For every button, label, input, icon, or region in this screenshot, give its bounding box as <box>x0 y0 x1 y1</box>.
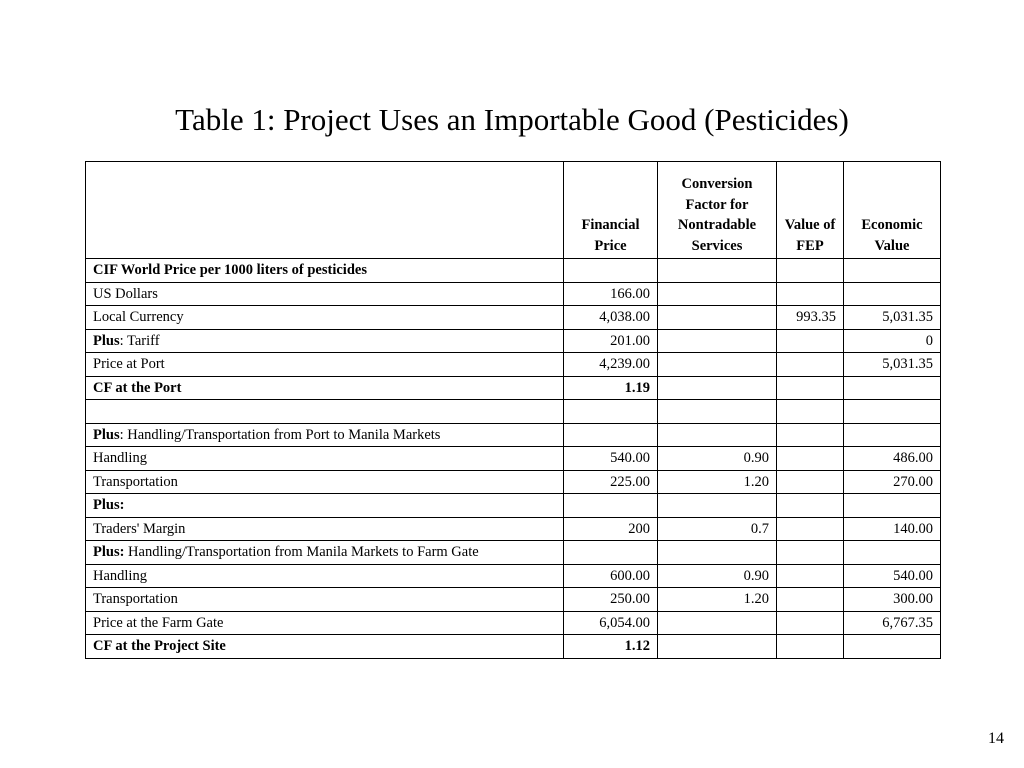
table-row <box>86 564 941 588</box>
financial-price-cell: 600.00 <box>564 564 658 588</box>
row-label-text: Traders' Margin <box>93 520 186 537</box>
financial-price-cell <box>564 423 658 447</box>
row-label <box>86 541 564 565</box>
financial-price-cell <box>564 541 658 565</box>
economic-value-cell: 540.00 <box>844 564 941 588</box>
row-label-text: Price at the Farm Gate <box>93 614 224 631</box>
financial-price-cell: 1.12 <box>564 635 658 659</box>
row-label <box>86 400 564 424</box>
financial-price-cell: 1.19 <box>564 376 658 400</box>
row-label-bold: CF at the Project Site <box>93 638 226 655</box>
value-of-fep-cell <box>777 635 844 659</box>
table-row <box>86 447 941 471</box>
row-label-text: Handling/Transportation from Manila Markets to Farm Gate <box>124 544 479 561</box>
table-row <box>86 494 941 518</box>
economic-value-cell <box>844 259 941 283</box>
row-label-bold: CIF World Price per 1000 liters of pesticides <box>93 262 367 279</box>
row-label-text: : Handling/Transportation from Port to Manila Markets <box>119 426 441 443</box>
economic-value-cell <box>844 494 941 518</box>
row-label <box>86 376 564 400</box>
row-label-text: Local Currency <box>93 309 184 326</box>
row-label-bold: Plus <box>93 332 120 349</box>
header-label <box>86 162 564 259</box>
financial-price-cell <box>564 259 658 283</box>
value-of-fep-cell <box>777 376 844 400</box>
row-label <box>86 517 564 541</box>
row-label <box>86 329 564 353</box>
table-row <box>86 611 941 635</box>
table-row <box>86 282 941 306</box>
value-of-fep-cell <box>777 400 844 424</box>
row-label <box>86 494 564 518</box>
table-row <box>86 423 941 447</box>
conversion-factor-cell: 1.20 <box>658 470 777 494</box>
table-row <box>86 306 941 330</box>
value-of-fep-cell <box>777 353 844 377</box>
value-of-fep-cell <box>777 541 844 565</box>
conversion-factor-cell <box>658 541 777 565</box>
row-label <box>86 564 564 588</box>
row-label <box>86 611 564 635</box>
row-label <box>86 306 564 330</box>
economic-value-cell: 0 <box>844 329 941 353</box>
table-row <box>86 517 941 541</box>
value-of-fep-cell <box>777 564 844 588</box>
table-row <box>86 470 941 494</box>
financial-price-cell: 4,038.00 <box>564 306 658 330</box>
row-label-text: Price at Port <box>93 356 165 373</box>
row-label <box>86 470 564 494</box>
financial-price-cell: 4,239.00 <box>564 353 658 377</box>
value-of-fep-cell <box>777 494 844 518</box>
economic-value-cell <box>844 423 941 447</box>
economic-value-cell <box>844 400 941 424</box>
row-label <box>86 423 564 447</box>
table-row <box>86 329 941 353</box>
economic-value-cell: 5,031.35 <box>844 353 941 377</box>
value-of-fep-cell <box>777 282 844 306</box>
economic-value-cell <box>844 282 941 306</box>
value-of-fep-cell: 993.35 <box>777 306 844 330</box>
financial-price-cell <box>564 400 658 424</box>
financial-price-cell <box>564 494 658 518</box>
financial-price-cell: 6,054.00 <box>564 611 658 635</box>
row-label <box>86 635 564 659</box>
table-row <box>86 259 941 283</box>
table-row <box>86 635 941 659</box>
row-label <box>86 259 564 283</box>
table-row <box>86 541 941 565</box>
conversion-factor-cell <box>658 329 777 353</box>
conversion-factor-cell: 0.7 <box>658 517 777 541</box>
financial-price-cell: 200 <box>564 517 658 541</box>
conversion-factor-cell <box>658 353 777 377</box>
value-of-fep-cell <box>777 447 844 471</box>
table-row <box>86 376 941 400</box>
financial-price-cell: 201.00 <box>564 329 658 353</box>
economic-value-cell: 140.00 <box>844 517 941 541</box>
row-label <box>86 353 564 377</box>
row-label-bold: Plus: <box>93 544 125 561</box>
value-of-fep-cell <box>777 423 844 447</box>
conversion-factor-cell <box>658 400 777 424</box>
financial-price-cell: 225.00 <box>564 470 658 494</box>
row-label <box>86 282 564 306</box>
economic-value-cell <box>844 635 941 659</box>
conversion-factor-cell <box>658 259 777 283</box>
conversion-factor-cell: 0.90 <box>658 447 777 471</box>
row-label <box>86 447 564 471</box>
economic-value-cell: 5,031.35 <box>844 306 941 330</box>
row-label-bold: Plus <box>93 426 120 443</box>
economic-value-cell <box>844 541 941 565</box>
header-financial-price: Financial Price <box>564 162 658 259</box>
economic-value-cell: 300.00 <box>844 588 941 612</box>
conversion-factor-cell <box>658 306 777 330</box>
page-number: 14 <box>988 730 1004 747</box>
header-row <box>86 162 941 259</box>
row-label-text: Transportation <box>93 473 178 490</box>
row-label-text: US Dollars <box>93 285 158 302</box>
economic-value-cell <box>844 376 941 400</box>
conversion-factor-cell <box>658 423 777 447</box>
conversion-factor-cell <box>658 376 777 400</box>
economic-value-cell: 6,767.35 <box>844 611 941 635</box>
row-label-text: Handling <box>93 567 147 584</box>
row-label <box>86 588 564 612</box>
conversion-factor-cell <box>658 635 777 659</box>
value-of-fep-cell <box>777 329 844 353</box>
header-conversion-factor: Conversion Factor for Nontradable Services <box>658 162 777 259</box>
table-row <box>86 588 941 612</box>
value-of-fep-cell <box>777 611 844 635</box>
value-of-fep-cell <box>777 588 844 612</box>
value-of-fep-cell <box>777 259 844 283</box>
conversion-factor-cell <box>658 611 777 635</box>
conversion-factor-cell: 1.20 <box>658 588 777 612</box>
economic-value-cell: 486.00 <box>844 447 941 471</box>
row-label-text: Transportation <box>93 591 178 608</box>
financial-price-cell: 540.00 <box>564 447 658 471</box>
table-row <box>86 400 941 424</box>
page-title: Table 1: Project Uses an Importable Good (Pesticides) <box>175 102 849 137</box>
conversion-factor-cell <box>658 494 777 518</box>
header-economic-value: Economic Value <box>844 162 941 259</box>
table-row <box>86 353 941 377</box>
conversion-factor-cell: 0.90 <box>658 564 777 588</box>
row-label-text: : Tariff <box>119 332 160 349</box>
row-label-bold: Plus: <box>93 497 125 514</box>
conversion-factor-cell <box>658 282 777 306</box>
header-value-of-fep: Value of FEP <box>777 162 844 259</box>
economic-value-cell: 270.00 <box>844 470 941 494</box>
financial-price-cell: 250.00 <box>564 588 658 612</box>
pesticides-table <box>85 161 941 659</box>
financial-price-cell: 166.00 <box>564 282 658 306</box>
row-label-text: Handling <box>93 450 147 467</box>
row-label-bold: CF at the Port <box>93 379 182 396</box>
value-of-fep-cell <box>777 470 844 494</box>
value-of-fep-cell <box>777 517 844 541</box>
